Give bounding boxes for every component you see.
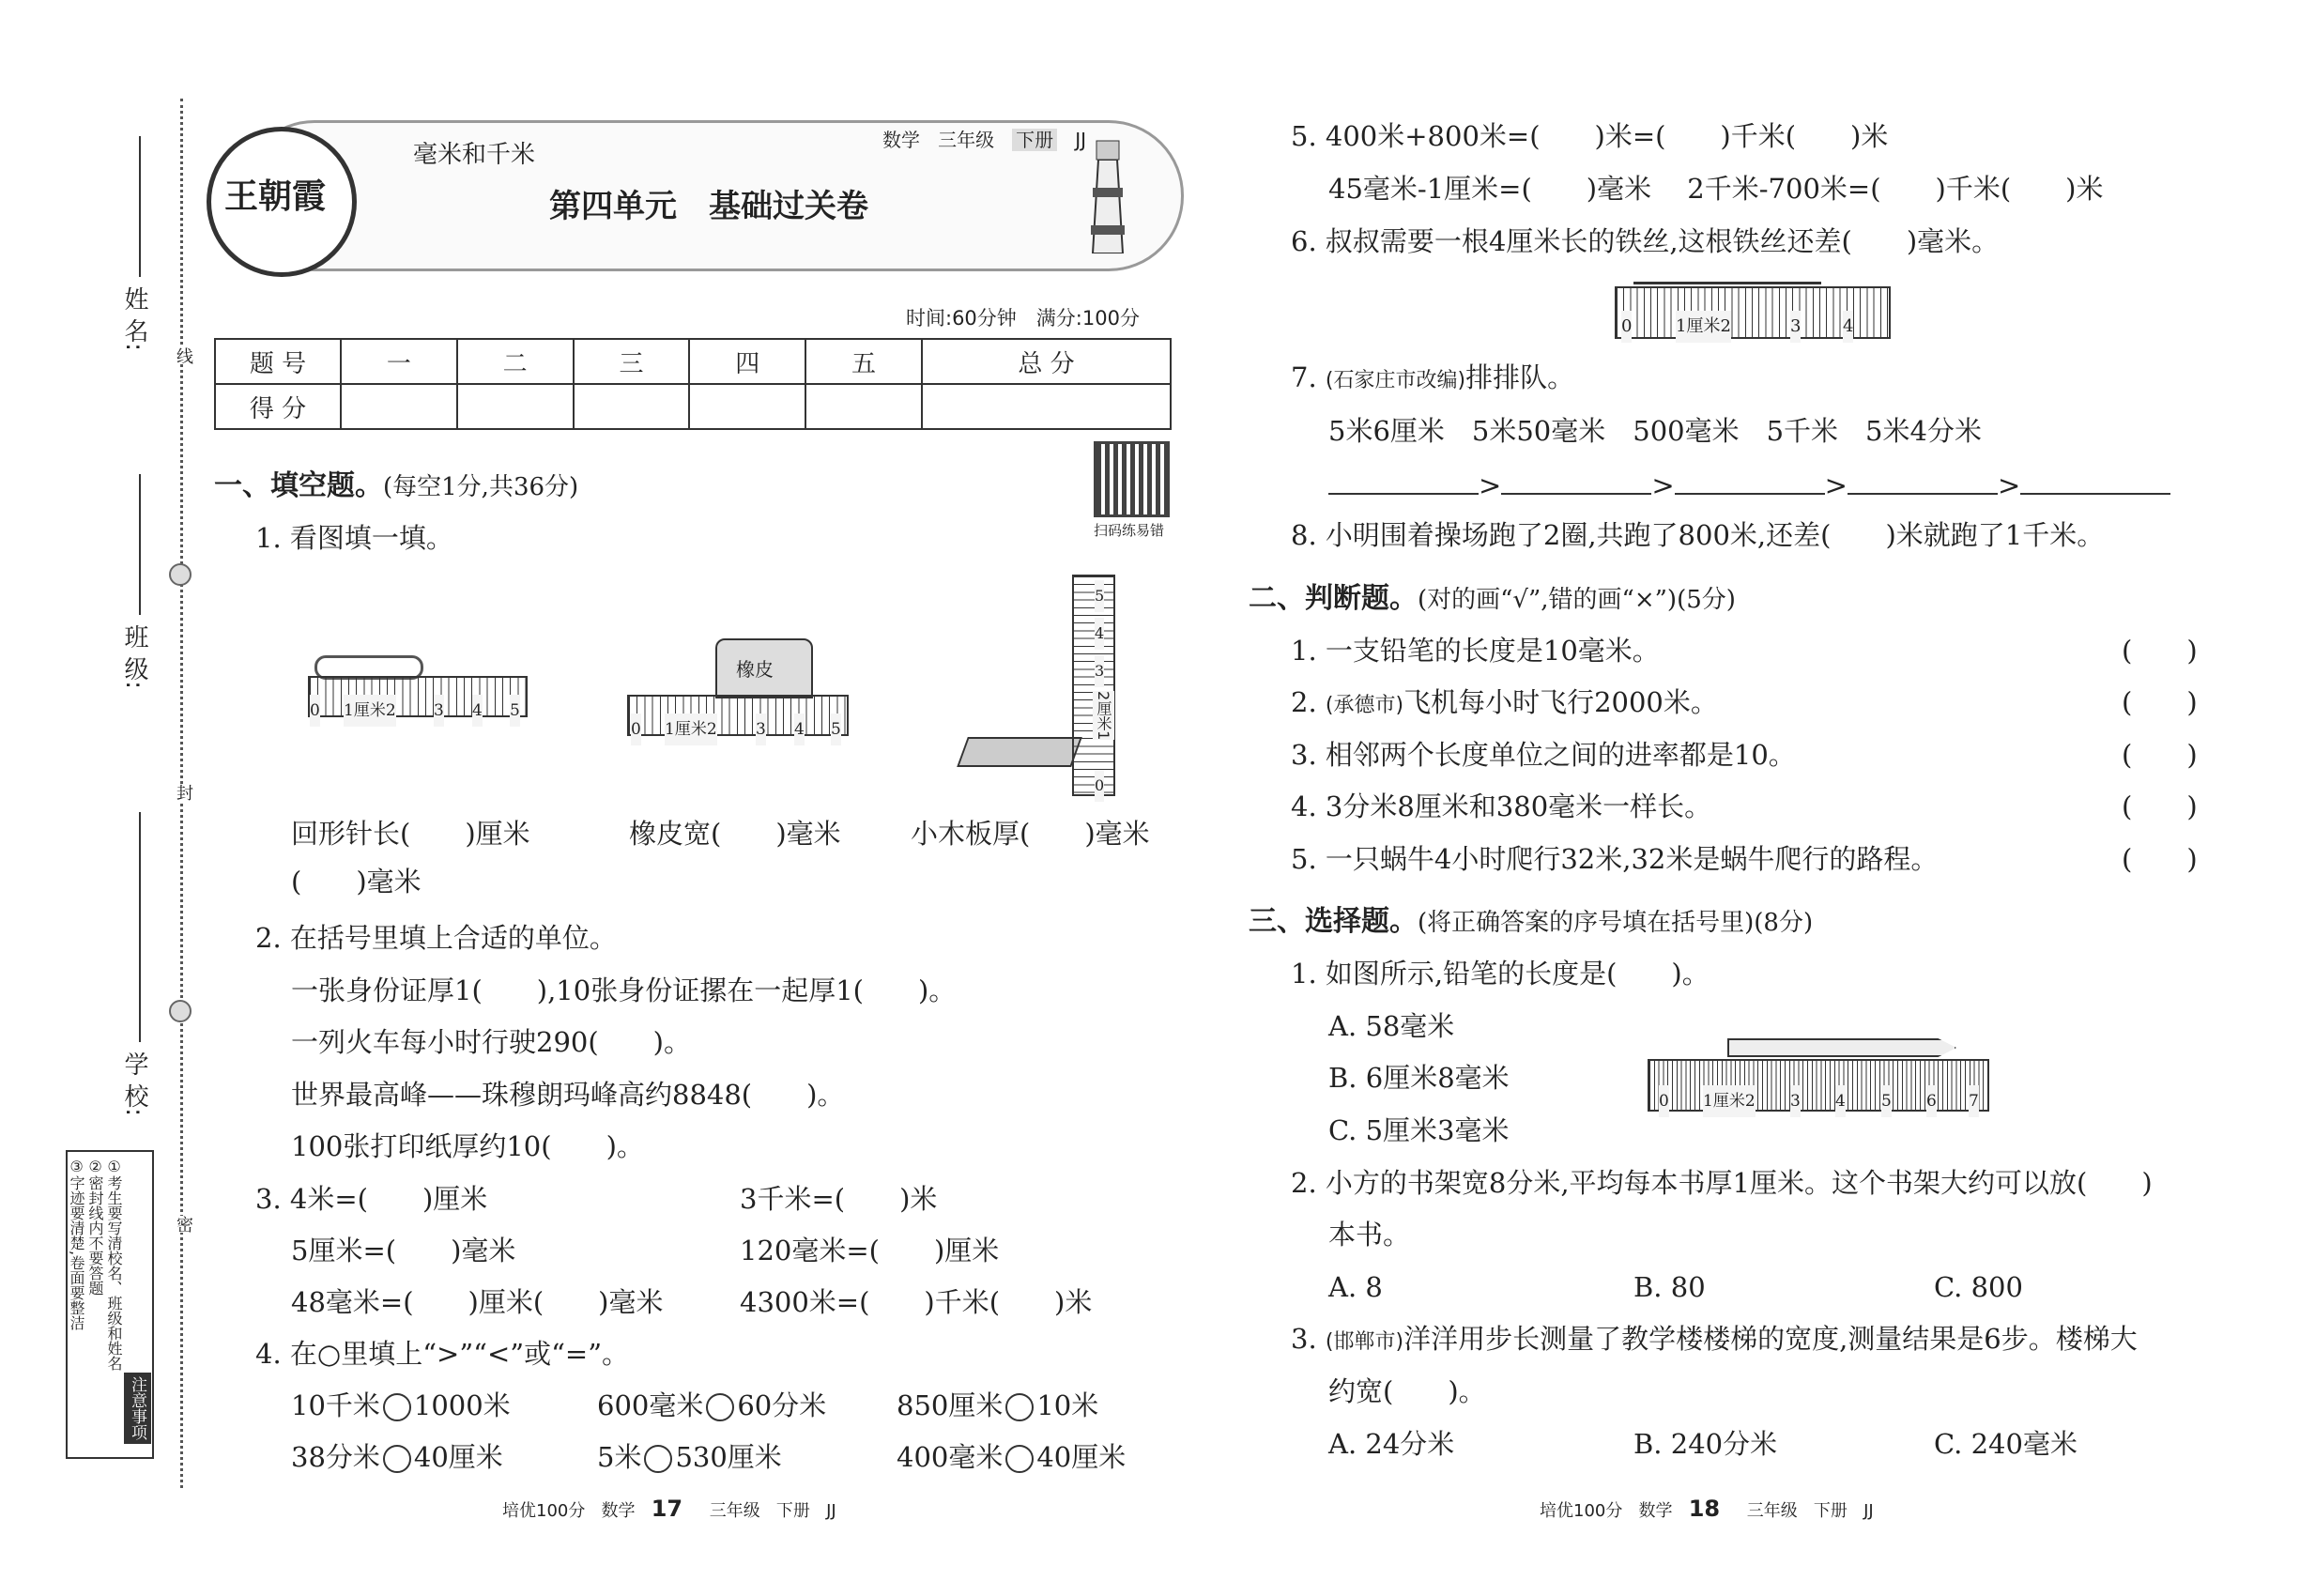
q4-right: 40厘米 <box>413 1441 503 1473</box>
score-cell[interactable] <box>689 384 805 429</box>
lighthouse-icon <box>1089 131 1127 253</box>
score-header: 五 <box>805 339 922 384</box>
q2-line[interactable]: 一列火车每小时行驶290( )。 <box>291 1026 691 1058</box>
q4-left: 5米 <box>597 1441 642 1473</box>
compare-circle[interactable] <box>383 1393 411 1421</box>
name-field[interactable] <box>139 136 141 277</box>
score-header: 二 <box>457 339 574 384</box>
q4-row <box>597 1389 826 1421</box>
question-3[interactable]: 3. 4米=( )厘米 <box>255 1183 488 1215</box>
question-2: 2. 在括号里填上合适的单位。 <box>255 922 617 954</box>
choice-3-option-c[interactable]: C. 240毫米 <box>1934 1428 2078 1460</box>
eraser-label: 橡皮 <box>736 658 774 681</box>
question-4: 4. 在○里填上“>”“<”或“=”。 <box>255 1338 630 1370</box>
choice-1-option-b[interactable]: B. 6厘米8毫米 <box>1328 1062 1510 1094</box>
ruler-c1 <box>1648 1059 1989 1112</box>
q4-right: 10米 <box>1036 1389 1099 1421</box>
header-topic: 毫米和千米 <box>413 141 536 169</box>
judge-item: 5. 一只蜗牛4小时爬行32米,32米是蜗牛爬行的路程。 <box>1291 843 1939 875</box>
note-line: ①考生要写清校名、班级和姓名 <box>105 1158 123 1371</box>
seal-char: 线 <box>171 347 195 364</box>
meta-edition: JJ <box>1075 129 1087 151</box>
seal-circle <box>169 1000 192 1022</box>
ruler-tick: 3 <box>1790 1085 1801 1117</box>
ruler-tick: 2厘米1 <box>1095 691 1112 741</box>
q2-line[interactable]: 100张打印纸厚约10( )。 <box>291 1130 644 1162</box>
q4-left: 38分米 <box>291 1441 380 1473</box>
choice-3[interactable]: 3. (邯郸市)洋洋用步长测量了教学楼楼梯的宽度,测量结果是6步。楼梯大 <box>1291 1323 2138 1355</box>
brand-logo <box>207 127 357 277</box>
brand-name: 王朝霞 <box>224 176 327 216</box>
question-5b[interactable]: 45毫米-1厘米=( )毫米 2千米-700米=( )千米( )米 <box>1328 173 2104 205</box>
q4-left: 850厘米 <box>897 1389 1004 1421</box>
choice-2-option-b[interactable]: B. 80 <box>1633 1271 1706 1303</box>
choice-1-option-c[interactable]: C. 5厘米3毫米 <box>1328 1114 1510 1146</box>
score-header: 四 <box>689 339 805 384</box>
ruler-tick: 0 <box>631 714 641 745</box>
notes-title: 注意事项 <box>124 1373 151 1444</box>
time-score: 时间:60分钟 满分:100分 <box>906 307 1140 330</box>
note-line: ③字迹要清楚,卷面要整洁 <box>68 1158 85 1331</box>
wooden-board <box>957 737 1082 767</box>
header-meta <box>882 124 1086 156</box>
ruler-tick: 7 <box>1969 1085 1979 1117</box>
q4-right: 1000米 <box>413 1389 511 1421</box>
choice-2-option-c[interactable]: C. 800 <box>1934 1271 2023 1303</box>
q3-item[interactable]: 120毫米=( )厘米 <box>740 1235 1000 1266</box>
meta-subject: 数学 <box>882 129 920 151</box>
compare-circle[interactable] <box>383 1445 411 1473</box>
ruler-tick: 3 <box>434 695 444 727</box>
choice-2-cont: 本书。 <box>1328 1219 1411 1251</box>
ruler-tick: 4 <box>1835 1085 1846 1117</box>
ruler-3 <box>1072 575 1115 796</box>
ruler-tick: 6 <box>1926 1085 1937 1117</box>
ruler-tick: 3 <box>756 714 766 745</box>
ruler-tick: 4 <box>794 714 805 745</box>
ruler-tick: 1厘米2 <box>344 695 396 727</box>
q2-line[interactable]: 一张身份证厚1( ),10张身份证摞在一起厚1( )。 <box>291 974 957 1006</box>
judge-answer[interactable]: ( ) <box>2122 843 2198 875</box>
class-field[interactable] <box>139 474 141 615</box>
ruler-tick: 3 <box>1095 655 1104 687</box>
q1-answer-paperclip[interactable]: 回形针长( )厘米 <box>291 818 530 850</box>
choice-3-cont: 约宽( )。 <box>1328 1375 1486 1407</box>
judge-answer[interactable]: ( ) <box>2122 790 2198 822</box>
question-1: 1. 看图填一填。 <box>255 522 453 554</box>
section-2-title: 二、判断题。(对的画“√”,错的画“×”)(5分) <box>1249 582 1736 615</box>
class-label: 班 级: <box>120 624 148 690</box>
choice-2-option-a[interactable]: A. 8 <box>1328 1271 1383 1303</box>
q4-row <box>897 1389 1098 1421</box>
judge-item: 4. 3分米8厘米和380毫米一样长。 <box>1291 790 1712 822</box>
note-line: ②密封线内不要答题 <box>86 1158 104 1296</box>
meta-term: 下册 <box>1012 129 1057 151</box>
ruler-tick: 5 <box>1881 1085 1892 1117</box>
q4-right: 40厘米 <box>1036 1441 1127 1473</box>
ruler-tick: 4 <box>472 695 483 727</box>
question-6[interactable]: 6. 叔叔需要一根4厘米长的铁丝,这根铁丝还差( )毫米。 <box>1291 225 2000 257</box>
score-header: 题 号 <box>215 339 341 384</box>
school-field[interactable] <box>139 812 141 1042</box>
q7-items: 5米6厘米 5米50毫米 500毫米 5千米 5米4分米 <box>1328 415 1982 447</box>
footer-left: 培优100分 数学 17 三年级 下册 JJ <box>502 1496 836 1522</box>
score-header: 三 <box>574 339 690 384</box>
q3-item[interactable]: 4300米=( )千米( )米 <box>740 1286 1093 1318</box>
judge-answer[interactable]: ( ) <box>2122 635 2198 667</box>
question-5a[interactable]: 5. 400米+800米=( )米=( )千米( )米 <box>1291 120 1889 152</box>
page-title: 第四单元 基础过关卷 <box>549 188 868 225</box>
question-7: 7. (石家庄市改编)排排队。 <box>1291 361 1575 393</box>
seal-circle <box>169 563 192 586</box>
ruler-tick: 0 <box>1095 770 1104 802</box>
judge-item: 1. 一支铅笔的长度是10毫米。 <box>1291 635 1660 667</box>
compare-circle[interactable] <box>706 1393 734 1421</box>
choice-2[interactable]: 2. 小方的书架宽8分米,平均每本书厚1厘米。这个书架大约可以放( ) <box>1291 1167 2153 1199</box>
score-header: 一 <box>341 339 457 384</box>
notes-box <box>66 1150 154 1459</box>
ruler-tick: 0 <box>1621 311 1632 343</box>
q7-blanks[interactable]: > > > > <box>1328 467 2170 501</box>
score-table <box>214 338 1172 430</box>
ruler-tick: 1厘米2 <box>1676 311 1731 343</box>
judge-answer[interactable]: ( ) <box>2122 739 2198 771</box>
q4-row <box>291 1441 503 1473</box>
q4-left: 400毫米 <box>897 1441 1004 1473</box>
q3-item[interactable]: 48毫米=( )厘米( )毫米 <box>291 1286 664 1318</box>
q3-item[interactable]: 3千米=( )米 <box>740 1183 938 1215</box>
section-3-title: 三、选择题。(将正确答案的序号填在括号里)(8分) <box>1249 905 1814 938</box>
page-number: 18 <box>1688 1496 1721 1522</box>
choice-3-option-b[interactable]: B. 240分米 <box>1633 1428 1778 1460</box>
ruler-tick: 0 <box>310 695 320 727</box>
q1-answer-paperclip-mm[interactable]: ( )毫米 <box>291 866 422 898</box>
score-cell[interactable] <box>574 384 690 429</box>
question-8[interactable]: 8. 小明围着操场跑了2圈,共跑了800米,还差( )米就跑了1千米。 <box>1291 519 2105 551</box>
school-label: 学 校: <box>120 1051 148 1117</box>
footer-right: 培优100分 数学 18 三年级 下册 JJ <box>1540 1496 1874 1522</box>
q3-item[interactable]: 5厘米=( )毫米 <box>291 1235 516 1266</box>
score-header: 总 分 <box>922 339 1171 384</box>
q4-right: 60分米 <box>737 1389 827 1421</box>
choice-3-option-a[interactable]: A. 24分米 <box>1328 1428 1455 1460</box>
score-cell[interactable] <box>805 384 922 429</box>
choice-1[interactable]: 1. 如图所示,铅笔的长度是( )。 <box>1291 958 1710 990</box>
score-row-label: 得 分 <box>215 384 341 429</box>
ruler-tick: 3 <box>1790 311 1801 343</box>
ruler-tick: 5 <box>1095 580 1104 612</box>
ruler-tick: 5 <box>510 695 520 727</box>
judge-answer[interactable]: ( ) <box>2122 686 2198 718</box>
seal-char: 密 <box>171 1216 195 1233</box>
name-label: 姓 名: <box>120 286 148 352</box>
eraser <box>715 638 813 698</box>
ruler-2 <box>627 695 849 739</box>
score-cell[interactable] <box>922 384 1171 429</box>
q4-left: 600毫米 <box>597 1389 704 1421</box>
q4-row <box>291 1389 511 1421</box>
q4-right: 530厘米 <box>675 1441 782 1473</box>
wire <box>1633 282 1821 284</box>
q2-line[interactable]: 世界最高峰——珠穆朗玛峰高约8848( )。 <box>291 1079 845 1111</box>
compare-circle[interactable] <box>644 1445 672 1473</box>
ruler-tick: 4 <box>1095 618 1104 650</box>
ruler-tick: 4 <box>1843 311 1853 343</box>
ruler-tick: 1厘米2 <box>665 714 717 745</box>
score-cell[interactable] <box>457 384 574 429</box>
page-number: 17 <box>651 1496 683 1522</box>
q4-row <box>597 1441 782 1473</box>
score-cell[interactable] <box>341 384 457 429</box>
meta-grade: 三年级 <box>938 129 995 151</box>
section-1-title: 一、填空题。(每空1分,共36分) <box>214 469 579 502</box>
q1-answer-eraser[interactable]: 橡皮宽( )毫米 <box>629 818 841 850</box>
qr-caption: 扫码练易错 <box>1094 522 1165 539</box>
judge-item: 3. 相邻两个长度单位之间的进率都是10。 <box>1291 739 1796 771</box>
ruler-tick: 5 <box>831 714 841 745</box>
seal-char: 封 <box>171 784 195 801</box>
ruler-1 <box>308 676 528 720</box>
ruler-tick: 0 <box>1659 1085 1669 1117</box>
pencil <box>1727 1038 1956 1057</box>
compare-circle[interactable] <box>1005 1445 1034 1473</box>
qr-code[interactable] <box>1094 441 1170 517</box>
ruler-6 <box>1615 286 1891 339</box>
q1-answer-board[interactable]: 小木板厚( )毫米 <box>911 818 1150 850</box>
q4-row <box>897 1441 1126 1473</box>
choice-1-option-a[interactable]: A. 58毫米 <box>1328 1010 1455 1042</box>
judge-item: 2. (承德市)飞机每小时飞行2000米。 <box>1291 686 1718 718</box>
compare-circle[interactable] <box>1005 1393 1034 1421</box>
ruler-tick: 1厘米2 <box>1703 1085 1756 1117</box>
q4-left: 10千米 <box>291 1389 380 1421</box>
